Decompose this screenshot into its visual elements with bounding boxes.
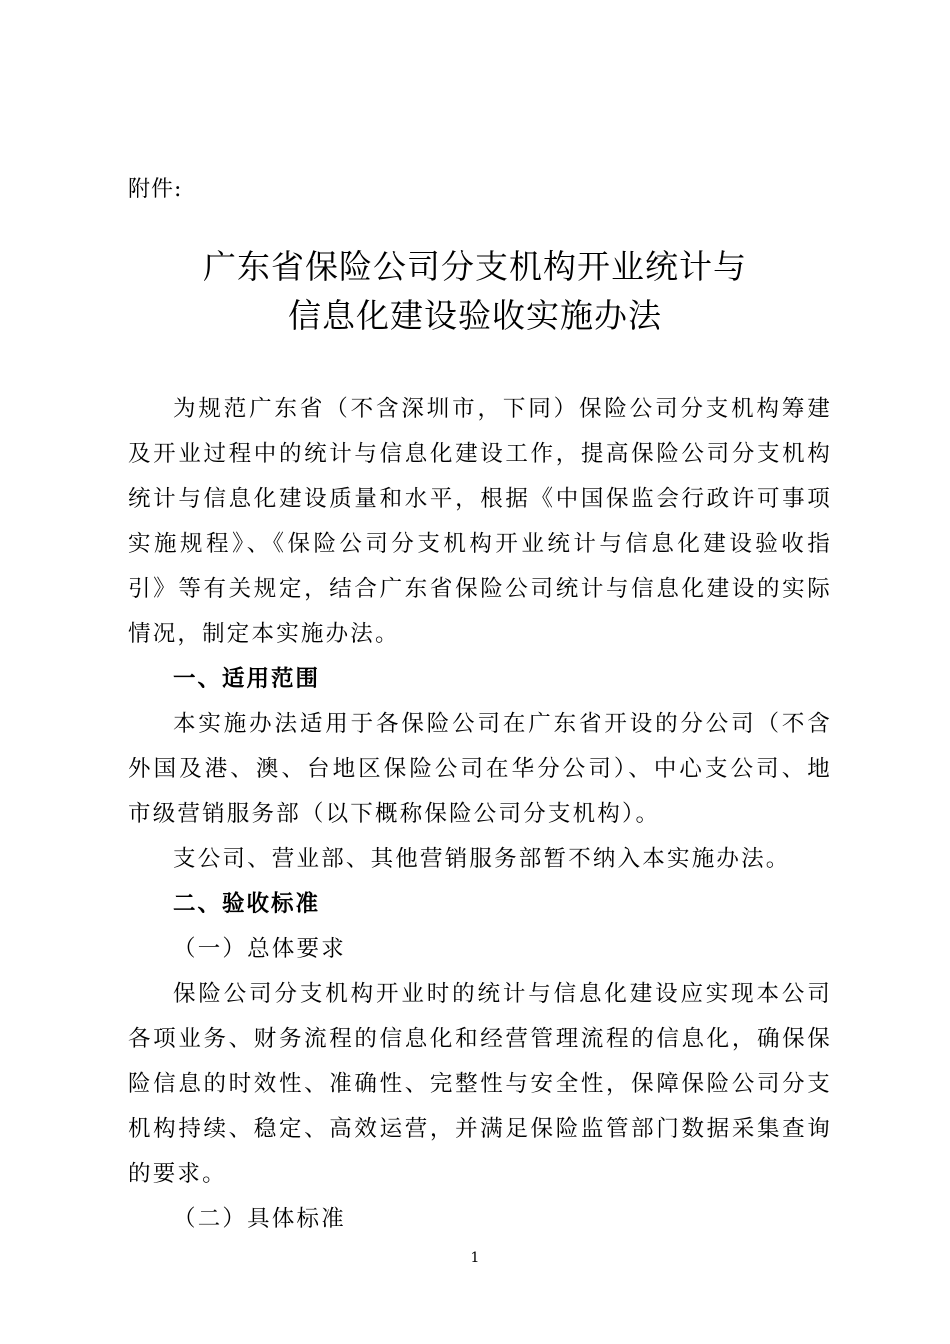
document-title-line-1: 广东省保险公司分支机构开业统计与 (203, 247, 747, 286)
attachment-label: 附件: (128, 177, 183, 202)
section-heading-scope: 一、适用范围 (173, 666, 321, 692)
document-title-line-2: 信息化建设验收实施办法 (288, 296, 662, 335)
subsection-heading-general: （一）总体要求 (173, 936, 346, 962)
section-heading-standards: 二、验收标准 (173, 891, 321, 917)
intro-paragraph: 为规范广东省（不含深圳市，下同）保险公司分支机构筹建及开业过程中的统计与信息化建设工作，提高保险公司分支机构统计与信息化建设质量和水平，根据《中国保监会行政许可事项实施规程》、《保险公司分支机构开业统计与信息化建设验收指引》等有关规定，结合广东省保险公司统计与信息化建设的实际情况，制定本实施办法。 (128, 396, 832, 647)
scope-exclusion-paragraph: 支公司、营业部、其他营销服务部暂不纳入本实施办法。 (173, 846, 791, 872)
subsection-heading-specific: （二）具体标准 (173, 1206, 346, 1232)
document-body (128, 387, 832, 1242)
page-number: 1 (470, 1250, 480, 1266)
general-requirements-paragraph: 保险公司分支机构开业时的统计与信息化建设应实现本公司各项业务、财务流程的信息化和经营管理流程的信息化，确保保险信息的时效性、准确性、完整性与安全性，保障保险公司分支机构持续、稳定、高效运营，并满足保险监管部门数据采集查询的要求。 (128, 981, 832, 1187)
scope-paragraph: 本实施办法适用于各保险公司在广东省开设的分公司（不含外国及港、澳、台地区保险公司在华分公司）、中心支公司、地市级营销服务部（以下概称保险公司分支机构）。 (128, 711, 832, 827)
